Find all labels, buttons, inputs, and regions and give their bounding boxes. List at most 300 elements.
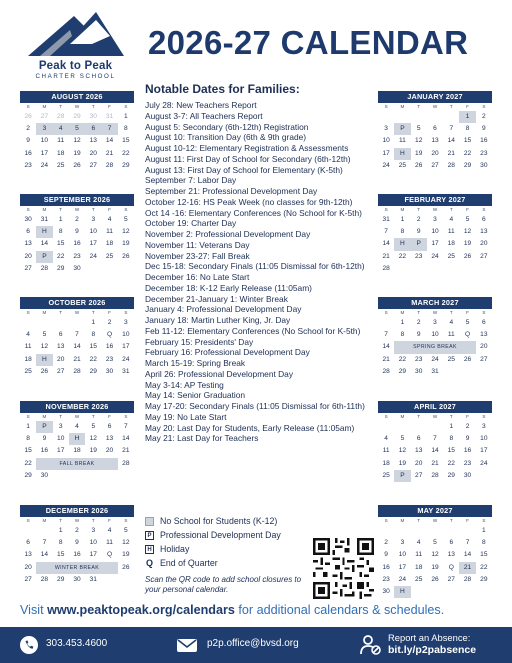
day-cell: 13 xyxy=(105,435,114,443)
month-grid xyxy=(378,103,492,172)
day-cell: 23 xyxy=(24,161,32,169)
day-cell: 6 xyxy=(58,331,63,339)
legend-pd-day xyxy=(145,528,281,542)
day-cell: 24 xyxy=(382,161,390,169)
day-cell xyxy=(476,586,492,598)
day-cell: 9 xyxy=(465,435,470,443)
day-cell: 6 xyxy=(433,125,437,133)
day-cell xyxy=(427,263,443,275)
day-cell: 29 xyxy=(24,471,32,479)
legend xyxy=(145,514,281,570)
day-cell: 7 xyxy=(124,423,128,430)
day-cell: 13 xyxy=(57,343,65,351)
day-cell: 10 xyxy=(431,331,439,339)
month-header: FEBRUARY 2027 xyxy=(378,194,492,206)
day-cell xyxy=(427,586,443,598)
notable-date-item: April 26: Professional Development Day xyxy=(145,368,294,379)
month-header: SEPTEMBER 2026 xyxy=(20,194,134,206)
day-cell: P xyxy=(36,421,52,433)
day-cell: 6 xyxy=(482,216,486,223)
day-cell: 10 xyxy=(57,435,65,443)
month-grid xyxy=(378,413,492,482)
notable-dates-list xyxy=(145,100,375,444)
weekday-label: T xyxy=(91,518,95,523)
weekday-label: S xyxy=(124,207,128,212)
day-cell: 29 xyxy=(398,367,407,375)
legend-holiday-label: Holiday xyxy=(160,544,190,554)
day-cell: 14 xyxy=(463,551,472,559)
day-cell: 30 xyxy=(73,264,81,272)
month-header: MAY 2027 xyxy=(378,505,492,517)
day-cell xyxy=(443,586,459,598)
weekday-label: S xyxy=(124,104,128,109)
day-cell: 28 xyxy=(431,471,439,479)
day-cell: 19 xyxy=(431,563,439,571)
notable-date-item: February 15: Presidents' Day xyxy=(145,336,254,347)
day-cell: 24 xyxy=(480,459,488,467)
day-cell: 15 xyxy=(57,240,65,248)
notable-date-item: August 13: First Day of School for Elementary (K-5th) xyxy=(145,164,343,175)
day-cell: 9 xyxy=(482,125,486,133)
month-grid xyxy=(378,206,492,275)
day-cell: 21 xyxy=(73,355,81,363)
notable-date-item: August 5: Secondary (6th-12th) Registration xyxy=(145,121,309,132)
day-cell: 14 xyxy=(40,551,49,559)
weekday-label: M xyxy=(400,414,405,419)
day-cell: 10 xyxy=(431,228,439,236)
day-cell: 18 xyxy=(447,240,455,248)
day-cell xyxy=(411,586,427,598)
day-cell: 27 xyxy=(431,161,439,169)
day-cell: 11 xyxy=(106,228,113,236)
day-cell: 4 xyxy=(107,216,112,223)
day-cell: 25 xyxy=(57,161,65,169)
day-cell: 12 xyxy=(398,447,407,455)
report-absence-icon xyxy=(360,634,382,656)
weekday-label: S xyxy=(482,104,486,109)
day-cell: 11 xyxy=(447,228,455,236)
day-cell: 4 xyxy=(384,435,388,443)
day-cell: 22 xyxy=(480,563,488,571)
day-cell: 23 xyxy=(382,575,390,583)
day-cell: 3 xyxy=(433,319,437,326)
day-cell xyxy=(443,366,459,378)
weekday-label: S xyxy=(384,104,388,109)
notable-dates-title: Notable Dates for Families: xyxy=(145,82,300,96)
day-cell: 2 xyxy=(107,319,112,326)
weekday-label: T xyxy=(417,104,421,109)
day-cell: 28 xyxy=(40,264,49,272)
day-cell: 9 xyxy=(75,228,79,236)
day-cell: 11 xyxy=(447,331,455,339)
day-cell: 15 xyxy=(122,137,130,145)
day-cell xyxy=(101,574,117,586)
day-cell xyxy=(85,263,101,275)
day-cell: 25 xyxy=(447,252,455,260)
notable-date-item: November 11: Veterans Day xyxy=(145,239,250,250)
day-cell xyxy=(427,525,443,537)
day-cell: 5 xyxy=(400,435,405,443)
day-cell: 2 xyxy=(75,216,79,223)
day-cell: 1 xyxy=(400,319,405,326)
day-cell: 29 xyxy=(57,264,65,272)
weekday-label: F xyxy=(466,518,469,523)
month-header: NOVEMBER 2026 xyxy=(20,401,134,413)
legend-pd-label: Professional Development Day xyxy=(160,530,281,540)
day-cell: 3 xyxy=(384,125,388,133)
day-cell: 13 xyxy=(480,331,488,339)
day-cell: 15 xyxy=(463,137,472,145)
day-cell: 24 xyxy=(431,252,439,260)
day-cell: 1 xyxy=(91,319,96,326)
day-cell: 4 xyxy=(107,527,112,534)
day-cell: P xyxy=(394,123,410,135)
month-grid xyxy=(20,517,134,586)
day-cell: 29 xyxy=(122,161,130,169)
day-cell: 1 xyxy=(459,111,475,123)
day-cell: 24 xyxy=(40,161,49,169)
day-cell xyxy=(411,525,427,537)
notable-date-item: January 4: Professional Development Day xyxy=(145,304,302,315)
weekday-label: T xyxy=(449,104,453,109)
logo-subtitle: CHARTER SCHOOL xyxy=(35,73,116,80)
weekday-label: T xyxy=(449,518,453,523)
weekday-label: S xyxy=(26,414,30,419)
notable-date-item: Oct 14 -16: Elementary Conferences (No School for K-5th) xyxy=(145,207,362,218)
day-cell: 31 xyxy=(431,367,439,375)
day-cell: 2 xyxy=(384,539,388,547)
day-cell: 17 xyxy=(89,240,97,248)
day-cell: 20 xyxy=(24,563,32,571)
email-icon xyxy=(176,636,198,654)
day-cell: 13 xyxy=(24,551,32,559)
day-cell: 16 xyxy=(24,149,32,157)
day-cell: 11 xyxy=(24,343,32,351)
day-cell: H xyxy=(36,354,52,366)
weekday-label: W xyxy=(74,104,80,109)
day-cell: 21 xyxy=(382,355,390,363)
day-cell xyxy=(411,421,427,433)
weekday-label: S xyxy=(124,310,128,315)
day-cell: 12 xyxy=(122,539,130,547)
day-cell: 28 xyxy=(463,575,472,583)
day-cell: 30 xyxy=(73,575,81,583)
day-cell: 22 xyxy=(89,355,97,363)
day-cell: H xyxy=(69,433,85,445)
day-cell: 13 xyxy=(431,137,439,145)
day-cell: H xyxy=(394,586,410,598)
day-cell: 18 xyxy=(24,355,32,363)
day-cell xyxy=(378,111,394,123)
email-address[interactable]: p2p.office@bvsd.org xyxy=(207,638,299,649)
weekday-label: S xyxy=(384,518,388,523)
day-cell: 26 xyxy=(73,161,81,169)
day-cell: 31 xyxy=(122,367,130,375)
day-cell: 19 xyxy=(398,459,407,467)
day-cell: 8 xyxy=(124,125,128,133)
day-cell: 26 xyxy=(415,161,423,169)
day-cell: 30 xyxy=(463,471,472,479)
notable-date-item: May 19: No Late Start xyxy=(145,411,227,422)
day-cell: 20 xyxy=(415,459,423,467)
day-cell: 22 xyxy=(398,252,407,260)
day-cell xyxy=(394,421,410,433)
day-cell: 27 xyxy=(89,161,97,169)
day-cell: 28 xyxy=(122,459,130,467)
day-cell: 11 xyxy=(398,137,406,145)
weekday-label: W xyxy=(74,518,80,523)
day-cell: 25 xyxy=(398,161,407,169)
day-cell: 9 xyxy=(384,551,388,559)
day-cell: 16 xyxy=(480,137,488,145)
day-cell: 14 xyxy=(431,447,439,455)
day-cell: 27 xyxy=(24,575,32,583)
weekday-label: S xyxy=(384,207,388,212)
notable-date-item: July 28: New Teachers Report xyxy=(145,100,257,110)
notable-date-item: May 21: Last Day for Teachers xyxy=(145,433,259,444)
weekday-label: M xyxy=(400,104,405,109)
day-cell: 25 xyxy=(24,367,32,375)
day-cell: 16 xyxy=(40,447,49,455)
month-grid xyxy=(20,309,134,378)
day-cell: 2 xyxy=(75,527,79,534)
qr-code-icon[interactable] xyxy=(313,538,374,599)
day-cell: 8 xyxy=(400,228,405,236)
weekday-label: T xyxy=(91,310,95,315)
visit-line xyxy=(20,603,444,617)
day-cell xyxy=(459,366,475,378)
day-cell: 14 xyxy=(105,137,114,145)
day-cell: 11 xyxy=(106,539,113,547)
day-cell: P xyxy=(36,251,52,263)
day-cell: 24 xyxy=(89,252,97,260)
weekday-label: M xyxy=(42,207,47,212)
notable-date-item: November 23-27: Fall Break xyxy=(145,250,250,261)
day-cell xyxy=(118,574,134,586)
legend-no-school-label: No School for Students (K-12) xyxy=(160,516,278,526)
day-cell: 20 xyxy=(480,240,488,248)
day-cell: 23 xyxy=(415,355,423,363)
day-cell: 9 xyxy=(75,539,79,547)
weekday-label: S xyxy=(482,518,486,523)
day-cell: 3 xyxy=(36,123,52,135)
day-cell: 1 xyxy=(400,216,405,223)
day-cell: 4 xyxy=(449,216,454,223)
day-cell: 3 xyxy=(91,216,96,223)
notable-date-item: September 7: Labor Day xyxy=(145,175,237,186)
day-cell xyxy=(427,421,443,433)
day-cell: 23 xyxy=(463,459,472,467)
day-cell: 17 xyxy=(480,447,488,455)
day-cell: 20 xyxy=(480,343,488,351)
day-cell: 11 xyxy=(57,137,65,145)
notable-date-item: October 12-16: HS Peak Week (no classes for 9th-12th) xyxy=(145,196,353,207)
day-cell: 28 xyxy=(73,367,81,375)
day-cell: 19 xyxy=(122,240,130,248)
notable-date-item: Dec 15-18: Secondary Finals (11:05 Dismissal for 6th-12th) xyxy=(145,261,365,272)
day-cell: 17 xyxy=(431,240,439,248)
month-header: MARCH 2027 xyxy=(378,297,492,309)
weekday-label: M xyxy=(400,207,405,212)
weekday-label: T xyxy=(59,207,63,212)
weekday-label: F xyxy=(108,518,111,523)
day-cell: Q xyxy=(106,551,113,559)
weekday-label: M xyxy=(42,310,47,315)
weekday-label: S xyxy=(26,207,30,212)
day-cell: 14 xyxy=(447,137,455,145)
day-cell: 9 xyxy=(416,228,421,236)
visit-prefix: Visit xyxy=(20,603,48,617)
day-cell: 12 xyxy=(73,137,81,145)
day-cell: 14 xyxy=(382,240,390,248)
day-cell: 19 xyxy=(89,447,97,455)
weekday-label: M xyxy=(400,518,405,523)
weekday-label: T xyxy=(417,414,421,419)
day-cell xyxy=(378,317,394,329)
weekday-label: T xyxy=(59,104,63,109)
day-cell: 3 xyxy=(433,216,437,223)
day-cell: 21 xyxy=(105,149,114,157)
day-cell: 7 xyxy=(384,228,388,236)
phone-icon xyxy=(20,636,38,654)
day-cell: 20 xyxy=(431,149,439,157)
day-cell: 1 xyxy=(58,527,63,534)
day-cell: 20 xyxy=(89,149,97,157)
legend-end-quarter xyxy=(145,556,281,570)
day-cell: 18 xyxy=(73,447,81,455)
day-cell: 16 xyxy=(73,240,81,248)
day-cell: 16 xyxy=(463,447,472,455)
day-cell: 16 xyxy=(382,563,390,571)
day-cell: 18 xyxy=(415,563,423,571)
weekday-label: F xyxy=(108,310,111,315)
month-grid xyxy=(378,517,492,598)
day-cell: 3 xyxy=(58,423,63,430)
weekday-label: M xyxy=(400,310,405,315)
day-cell: 2 xyxy=(416,216,421,223)
day-cell: 4 xyxy=(416,539,421,547)
weekday-label: S xyxy=(482,310,486,315)
day-cell: 20 xyxy=(105,447,114,455)
month-grid xyxy=(20,413,134,482)
day-cell xyxy=(394,525,410,537)
report-absence-link[interactable]: bit.ly/p2pabsence xyxy=(388,644,477,656)
day-cell: 15 xyxy=(480,551,488,559)
day-cell: 10 xyxy=(382,137,390,145)
notable-date-item: August 11: First Day of School for Secondary (6th-12th) xyxy=(145,153,351,164)
day-cell: 23 xyxy=(480,149,488,157)
day-cell: 4 xyxy=(53,123,69,135)
day-cell: Q xyxy=(464,331,471,339)
pd-marker: P xyxy=(145,531,154,540)
phone-number[interactable]: 303.453.4600 xyxy=(46,638,108,649)
weekday-label: M xyxy=(42,518,47,523)
day-cell: 15 xyxy=(24,447,32,455)
notable-date-item: August 10: Transition Day (6th & 9th grade) xyxy=(145,132,307,143)
day-cell: 2 xyxy=(416,319,421,326)
day-cell: 31 xyxy=(89,575,97,583)
report-absence xyxy=(388,632,476,656)
day-cell: 9 xyxy=(42,435,47,443)
day-cell: 2 xyxy=(26,125,30,133)
calendar-may-2027 xyxy=(378,505,492,598)
day-cell: 2 xyxy=(465,423,470,430)
day-cell: 24 xyxy=(122,355,130,363)
day-cell xyxy=(427,111,443,123)
day-cell xyxy=(20,525,36,537)
day-cell: 5 xyxy=(42,331,47,339)
day-cell: 31 xyxy=(382,216,390,223)
calendars-link[interactable]: www.peaktopeak.org/calendars xyxy=(47,603,235,617)
day-cell: 7 xyxy=(449,125,454,133)
day-cell: 3 xyxy=(482,423,486,430)
weekday-label: W xyxy=(74,207,80,212)
day-cell xyxy=(476,470,492,482)
day-cell: 5 xyxy=(416,125,421,133)
day-cell: 6 xyxy=(85,123,101,135)
day-cell: 22 xyxy=(122,149,130,157)
day-cell: 16 xyxy=(105,343,114,351)
day-cell: 5 xyxy=(124,527,128,534)
day-cell: 8 xyxy=(91,331,96,339)
day-cell xyxy=(411,263,427,275)
notable-date-item: May 3-14: AP Testing xyxy=(145,379,224,390)
day-cell: 19 xyxy=(463,240,472,248)
weekday-label: F xyxy=(466,207,469,212)
day-cell: H xyxy=(394,148,410,160)
day-cell: 13 xyxy=(447,551,455,559)
month-header: APRIL 2027 xyxy=(378,401,492,413)
day-cell xyxy=(85,470,101,482)
day-cell: 13 xyxy=(480,228,488,236)
day-cell xyxy=(101,263,117,275)
legend-quarter-label: End of Quarter xyxy=(160,558,218,568)
day-cell: 17 xyxy=(398,563,407,571)
day-cell: 12 xyxy=(122,228,130,236)
day-cell: 8 xyxy=(58,539,63,547)
day-cell: 30 xyxy=(24,216,32,223)
calendar-december-2026 xyxy=(20,505,134,586)
day-cell: 19 xyxy=(122,551,130,559)
day-cell: 27 xyxy=(40,113,49,120)
weekday-label: S xyxy=(384,310,388,315)
month-header: DECEMBER 2026 xyxy=(20,505,134,517)
day-cell: 28 xyxy=(40,575,49,583)
day-cell: H xyxy=(36,226,52,238)
day-cell: 17 xyxy=(122,343,130,351)
footer-bar xyxy=(0,627,512,663)
day-cell: 27 xyxy=(415,471,423,479)
day-cell: 1 xyxy=(124,113,128,120)
day-cell: 10 xyxy=(122,331,130,339)
day-cell xyxy=(476,366,492,378)
weekday-label: W xyxy=(432,414,438,419)
day-cell: 6 xyxy=(26,228,30,236)
day-cell: 3 xyxy=(400,539,405,547)
weekday-label: T xyxy=(91,414,95,419)
notable-date-item: January 18: Martin Luther King, Jr. Day xyxy=(145,315,291,325)
weekday-label: F xyxy=(466,414,469,419)
day-cell: 8 xyxy=(465,125,470,133)
notable-date-item: May 17-20: Secondary Finals (11:05 Dismissal for 6th-11th) xyxy=(145,401,365,411)
weekday-label: M xyxy=(42,414,47,419)
day-cell xyxy=(118,470,134,482)
day-cell: 25 xyxy=(105,252,114,260)
weekday-label: S xyxy=(384,414,388,419)
day-cell xyxy=(101,470,117,482)
day-cell xyxy=(476,263,492,275)
notable-date-item: August 3-7: All Teachers Report xyxy=(145,110,263,121)
